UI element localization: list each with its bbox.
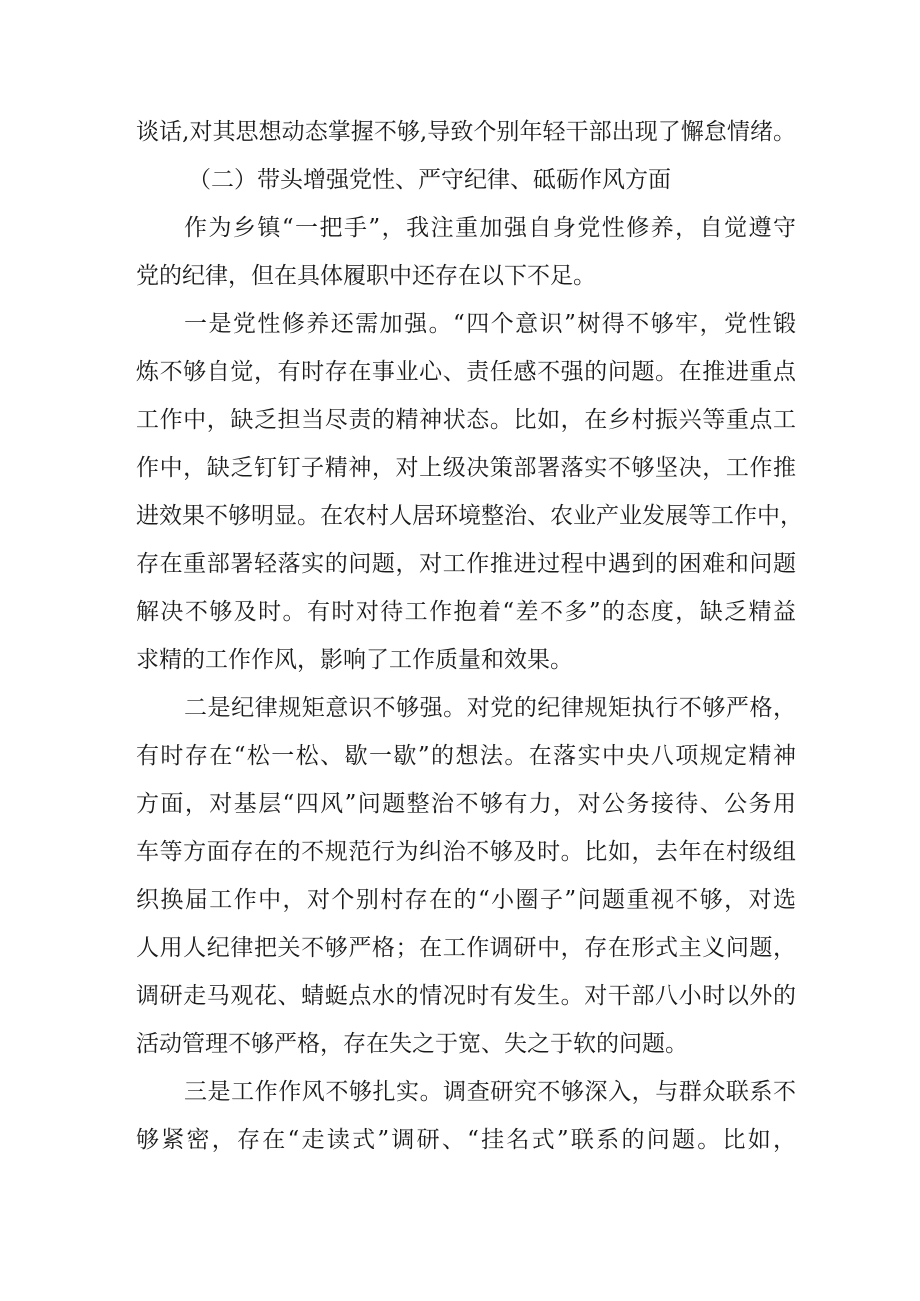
section-heading: （二）带头增强党性、严守纪律、砥砺作风方面 (188, 167, 671, 193)
text-line: 党的纪律，但在具体履职中还存在以下不足。 (136, 263, 596, 289)
text-line: 方面，对基层“四风”问题整治不够有力，对公务接待、公务用 (136, 791, 796, 817)
text-line: 作中，缺乏钉钉子精神，对上级决策部署落实不够坚决，工作推 (136, 455, 796, 481)
text-line: 一是党性修养还需加强。“四个意识”树得不够牢，党性锻 (184, 311, 796, 337)
text-line: 车等方面存在的不规范行为纠治不够及时。比如，去年在村级组 (136, 839, 796, 865)
text-line: 炼不够自觉，有时存在事业心、责任感不强的问题。在推进重点 (136, 359, 796, 385)
text-line: 工作中，缺乏担当尽责的精神状态。比如，在乡村振兴等重点工 (136, 407, 796, 433)
text-line: 进效果不够明显。在农村人居环境整治、农业产业发展等工作中， (136, 503, 803, 529)
text-line: 存在重部署轻落实的问题，对工作推进过程中遇到的困难和问题 (136, 551, 796, 577)
text-line: 解决不够及时。有时对待工作抱着“差不多”的态度，缺乏精益 (136, 599, 796, 625)
text-line: 作为乡镇“一把手”，我注重加强自身党性修养，自觉遵守 (184, 215, 796, 241)
text-line: 求精的工作作风，影响了工作质量和效果。 (136, 647, 573, 673)
text-line: 够紧密，存在“走读式”调研、“挂名式”联系的问题。比如， (136, 1127, 796, 1153)
text-line: 二是纪律规矩意识不够强。对党的纪律规矩执行不够严格， (184, 695, 796, 721)
text-line: 织换届工作中，对个别村存在的“小圈子”问题重视不够，对选 (136, 887, 796, 913)
text-line: 人用人纪律把关不够严格；在工作调研中，存在形式主义问题， (136, 935, 796, 961)
text-line: 谈话,对其思想动态掌握不够,导致个别年轻干部出现了懈怠情绪。 (136, 119, 796, 145)
text-line: 活动管理不够严格，存在失之于宽、失之于软的问题。 (136, 1031, 688, 1057)
text-line: 调研走马观花、蜻蜓点水的情况时有发生。对干部八小时以外的 (136, 983, 796, 1009)
text-line: 三是工作作风不够扎实。调查研究不够深入，与群众联系不 (184, 1079, 796, 1105)
text-line: 有时存在“松一松、歇一歇”的想法。在落实中央八项规定精神 (136, 743, 796, 769)
